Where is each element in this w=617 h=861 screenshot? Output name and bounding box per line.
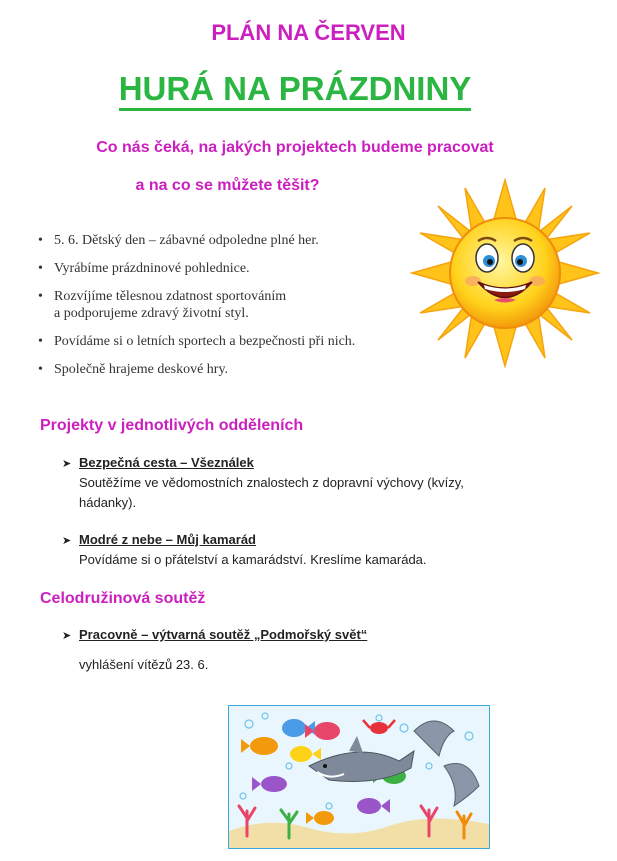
activity-text-continued: a podporujeme zdravý životní styl. xyxy=(54,306,249,321)
project-item xyxy=(62,455,519,513)
subtitle-line1: Co nás čeká, na jakých projektech budeme pracovat xyxy=(96,139,494,156)
arrow-right-icon: ➤ xyxy=(62,630,72,642)
sea-animals-illustration xyxy=(228,705,490,849)
competition-heading: Celodružinová soutěž xyxy=(40,590,206,607)
competition-title: Pracovně – výtvarná soutěž „Podmořský svět“ xyxy=(79,627,368,642)
project-title: Modré z nebe – Můj kamarád xyxy=(79,532,256,547)
sun-illustration xyxy=(410,178,600,368)
plan-title: PLÁN NA ČERVEN xyxy=(211,20,406,45)
list-item xyxy=(38,232,418,249)
main-title xyxy=(0,70,590,108)
activity-text: Společně hrajeme deskové hry. xyxy=(54,362,229,377)
activity-text: Povídáme si o letních sportech a bezpečnosti při nich. xyxy=(54,334,356,349)
list-item xyxy=(38,333,418,350)
activity-text: Vyrábíme prázdninové pohlednice. xyxy=(54,261,250,276)
list-item xyxy=(38,361,418,378)
projects-heading: Projekty v jednotlivých odděleních xyxy=(40,417,304,434)
competition-item xyxy=(62,627,367,642)
project-item xyxy=(62,532,519,570)
main-title-text: HURÁ NA PRÁZDNINY xyxy=(119,70,472,111)
subtitle-line2: a na co se můžete těšit? xyxy=(135,177,320,194)
winners-announcement: vyhlášení vítězů 23. 6. xyxy=(79,657,209,672)
project-title: Bezpečná cesta – Všeználek xyxy=(79,455,254,470)
activity-text: 5. 6. Dětský den – zábavné odpoledne plné her. xyxy=(54,233,319,248)
arrow-right-icon: ➤ xyxy=(62,535,72,547)
activities-list xyxy=(38,232,418,378)
list-item xyxy=(38,288,418,322)
project-description: Soutěžíme ve vědomostních znalostech z dopravní výchovy (kvízy, hádanky). xyxy=(79,475,464,510)
activity-text: Rozvíjíme tělesnou zdatnost sportováním xyxy=(54,289,287,304)
arrow-right-icon: ➤ xyxy=(62,458,72,470)
project-description: Povídáme si o přátelství a kamarádství. Kreslíme kamaráda. xyxy=(79,552,427,567)
list-item xyxy=(38,260,418,277)
